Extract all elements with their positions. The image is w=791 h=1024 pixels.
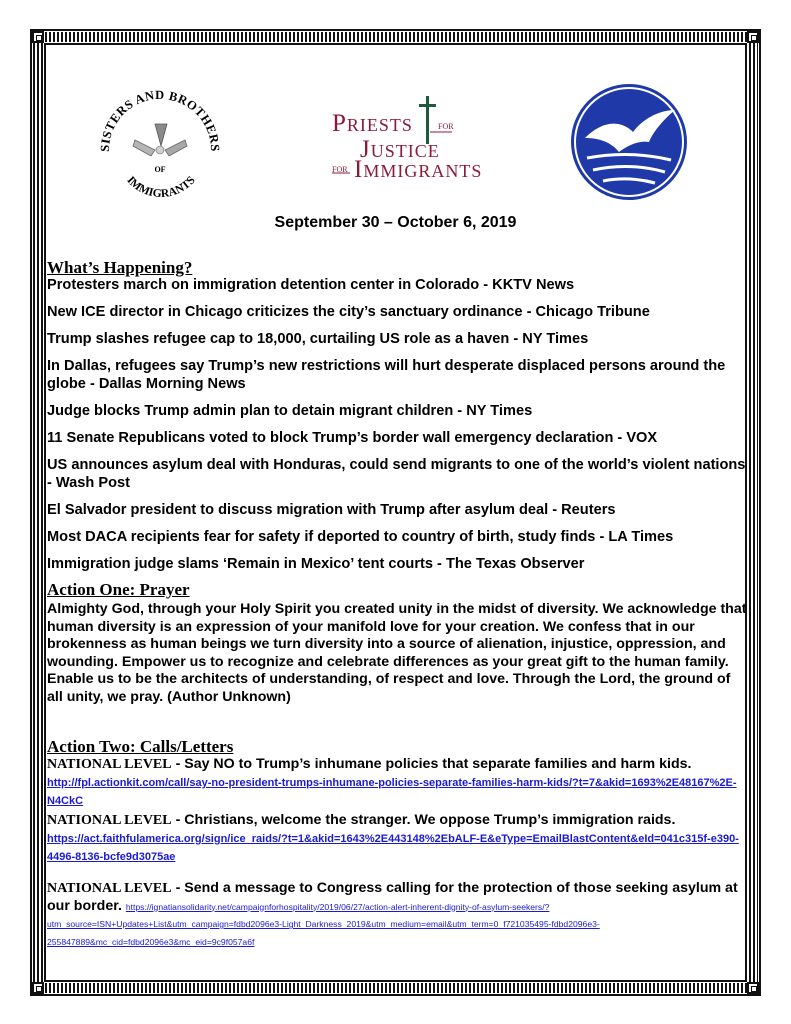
dove-globe-icon xyxy=(567,80,691,204)
level-label: NATIONAL LEVEL xyxy=(47,757,172,772)
border-corner xyxy=(747,982,759,994)
news-item[interactable]: Most DACA recipients fear for safety if deported to country of birth, study finds - LA Times xyxy=(47,529,674,545)
news-item[interactable]: 11 Senate Republicans voted to block Trump’s border wall emergency declaration - VOX xyxy=(47,430,658,446)
news-item[interactable]: In Dallas, refugees say Trump’s new restrictions will hurt desperate displaced persons around the globe - Dallas Morning News xyxy=(47,358,726,392)
sisters-brothers-logo xyxy=(95,84,225,202)
date-range: September 30 – October 6, 2019 xyxy=(274,214,517,231)
logo-for-text: for xyxy=(438,120,454,132)
call-text: - Say NO to Trump’s inhumane policies that separate families and harm kids. xyxy=(175,756,692,772)
news-item[interactable]: Judge blocks Trump admin plan to detain migrant children - NY Times xyxy=(47,403,533,419)
call-text: - Christians, welcome the stranger. We oppose Trump’s immigration raids. xyxy=(175,812,676,828)
news-item[interactable]: New ICE director in Chicago criticizes the city’s sanctuary ordinance - Chicago Tribune xyxy=(47,304,650,320)
svg-text:IMMIGRANTS xyxy=(124,174,197,200)
logo-for-text: for xyxy=(332,163,348,175)
action-one-heading: Action One: Prayer xyxy=(47,580,190,599)
whats-happening-heading: What’s Happening? xyxy=(47,258,193,277)
call-item xyxy=(47,756,747,811)
action-link[interactable]: https://act.faithfulamerica.org/sign/ice_raids/?t=1&akid=1643%2E443148%2EbALF-E&eType=EmailBlastContent&eId=041c315f-e390-4496-8136-bcfe9d3075ae xyxy=(47,832,739,864)
action-link[interactable]: http://fpl.actionkit.com/call/say-no-president-trumps-inhumane-policies-separate-families-harm-kids/?t=7&akid=1693%2E48167%2E-N4CkC xyxy=(47,776,737,808)
logo-priests-text: Priests xyxy=(332,110,413,137)
logo-justice-text: Justice xyxy=(360,136,440,163)
logo-immigrants-text: Immigrants xyxy=(354,156,483,183)
border-corner xyxy=(32,982,44,994)
level-label: NATIONAL LEVEL xyxy=(47,881,172,896)
news-item[interactable]: US announces asylum deal with Honduras, could send migrants to one of the world’s violent nations - Wash Post xyxy=(47,457,746,491)
news-item[interactable]: Protesters march on immigration detention center in Colorado - KKTV News xyxy=(47,277,575,293)
action-link[interactable]: https://ignatiansolidarity.net/campaignforhospitality/2019/06/27/action-alert-inherent-dignity-of-asylum-seekers/?utm_source=ISN+Updates+List&utm_campaign=fdbd2096e3-Light_Darkness_2019&utm_medium=email&utm_term=0_f721035495-fdbd2096e3-255847889&mc_cid=fdbd2096e3&mc_eid=9c9f057a6f xyxy=(47,901,600,947)
news-item[interactable]: Immigration judge slams ‘Remain in Mexico’ tent courts - The Texas Observer xyxy=(47,556,585,572)
call-text: - Send a message to Congress calling for the protection of those seeking asylum at our border. xyxy=(47,880,738,914)
logo-arc-bottom-text: IMMIGRANTS xyxy=(124,174,198,201)
news-item[interactable]: Trump slashes refugee cap to 18,000, curtailing US role as a haven - NY Times xyxy=(47,331,589,347)
news-item[interactable]: El Salvador president to discuss migration with Trump after asylum deal - Reuters xyxy=(47,502,616,518)
logo-of-text: OF xyxy=(154,165,166,174)
call-item xyxy=(47,812,747,867)
priests-for-justice-logo xyxy=(302,90,492,190)
call-item xyxy=(47,880,747,950)
hands-icon xyxy=(133,124,187,156)
border-corner xyxy=(32,31,44,43)
action-two-heading: Action Two: Calls/Letters xyxy=(47,737,234,756)
level-label: NATIONAL LEVEL xyxy=(47,813,172,828)
border-corner xyxy=(747,31,759,43)
prayer-text: Almighty God, through your Holy Spirit you created unity in the midst of diversity. We acknowledge that human diversity is an expression of your manifold love for your creation. We confess that in our brokenness as human beings we turn diversity into a source of alienation, injustice, oppression, and wounding. Empower us to recognize and celebrate differences as your great gift to the human family. Enable us to be the architects of understanding, of respect and love. Through the Lord, the ground of all unity, we pray. (Author Unknown) xyxy=(47,601,747,705)
logo-arc-top-text: SISTERS AND BROTHERS xyxy=(97,87,223,152)
